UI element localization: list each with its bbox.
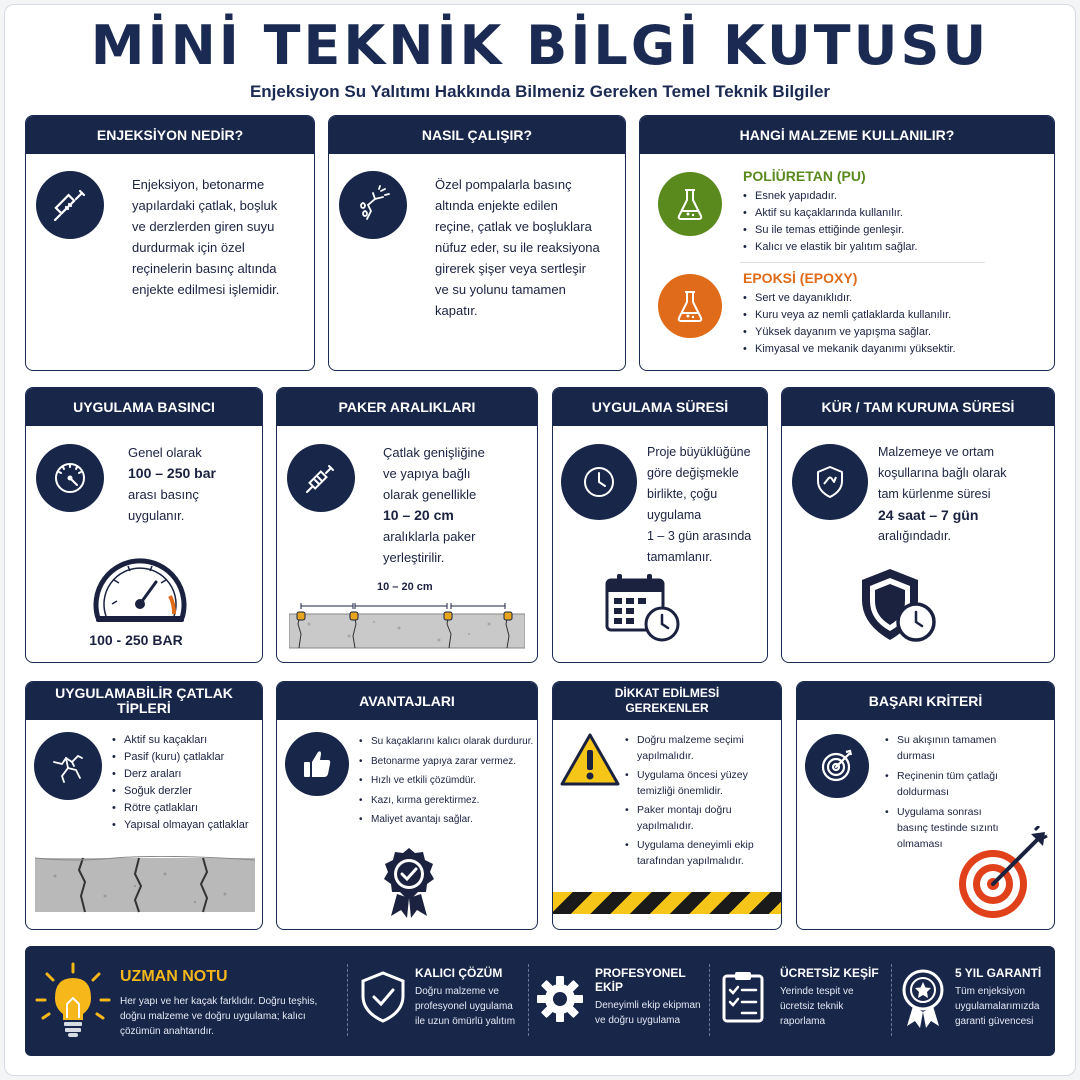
packer-value: 10 – 20 cm — [383, 507, 454, 523]
epoxy-list — [743, 290, 1048, 358]
gauge-icon — [36, 444, 104, 512]
card-title: HANGİ MALZEME KULLANILIR? — [640, 116, 1054, 154]
list-item: • Hızlı ve etkili çözümdür. — [359, 771, 537, 791]
list-item: • Yapısal olmayan çatlaklar — [112, 817, 262, 834]
thumbs-up-icon — [285, 732, 349, 796]
list-item: • Kalıcı ve elastik bir yalıtım sağlar. — [743, 239, 1043, 256]
syringe-icon — [36, 171, 104, 239]
pressure-value: 100 – 250 bar — [128, 465, 216, 481]
gauge-label: 100 - 250 BAR — [89, 632, 183, 648]
caution-list — [625, 732, 775, 869]
divider — [740, 262, 985, 263]
list-item: • Betonarme yapıya zarar vermez. — [359, 752, 537, 772]
footer-survey: ÜCRETSİZ KEŞİF Yerinde tespit ve ücretsiz teknik raporlama — [780, 966, 879, 1027]
list-item: • Kazı, kırma gerektirmez. — [359, 791, 537, 811]
card-cure-time — [781, 387, 1055, 663]
flask-green-icon — [658, 172, 722, 236]
card-crack-types — [25, 681, 263, 930]
shield-check-icon — [359, 970, 407, 1024]
card-title: NASIL ÇALIŞIR? — [329, 116, 625, 154]
list-item: • Uygulama öncesi yüzey temizliği önemlidir. — [625, 767, 775, 799]
list-item: • Paker montajı doğru yapılmalıdır. — [625, 802, 775, 834]
packer-text: Çatlak genişliğine ve yapıya bağlı olarak genellikle 10 – 20 cm aralıklarla paker yerleştirilir. — [383, 442, 533, 568]
warning-icon — [559, 732, 621, 788]
list-item: • Doğru malzeme seçimi yapılmalıdır. — [625, 732, 775, 764]
epoxy-title: EPOKSİ (EPOXY) — [743, 270, 858, 286]
footer-warranty: 5 YIL GARANTİ Tüm enjeksiyon uygulamalarımızda garanti güvencesi — [955, 966, 1042, 1027]
crack-water-icon — [339, 171, 407, 239]
card-materials — [639, 115, 1055, 371]
list-item: • Kuru veya az nemli çatlaklarda kullanılır. — [743, 307, 1048, 324]
duration-text: Proje büyüklüğüne göre değişmekle birlikte, çoğu uygulama 1 – 3 gün arasında tamamlanır. — [647, 445, 752, 564]
list-item: • Su akışının tamamen durması — [885, 732, 1015, 764]
bullseye-arrow-icon — [955, 826, 1051, 922]
page-title: MİNİ TEKNİK BİLGİ KUTUSU — [90, 14, 990, 77]
clipboard-check-icon — [721, 970, 765, 1024]
list-item: • Uygulama sonrası basınç testinde sızıntı olmaması — [885, 804, 1015, 852]
card-title: DİKKAT EDİLMESİ GEREKENLER — [553, 682, 781, 720]
card-success-criteria — [796, 681, 1055, 930]
footer-bar — [25, 946, 1055, 1056]
shield-icon — [792, 444, 868, 520]
what-text: Enjeksiyon, betonarme yapılardaki çatlak, boşluk ve derzlerden giren suyu durdurmak için özel reçinelerin basınç altında enjekte edilmesi işlemidir. — [132, 177, 280, 297]
list-item: • Rötre çatlakları — [112, 800, 262, 817]
list-item: • Su kaçaklarını kalıcı olarak durdurur. — [359, 732, 537, 752]
expert-note-title: UZMAN NOTU — [120, 968, 228, 985]
footer-divider — [347, 964, 348, 1036]
card-packer-spacing — [276, 387, 538, 663]
cure-text: Malzemeye ve ortam koşullarına bağlı olarak tam kürlenme süresi 24 saat – 7 gün aralığındadır. — [878, 442, 1053, 547]
advantages-list — [359, 732, 537, 830]
card-title: UYGULAMA SÜRESİ — [553, 388, 767, 426]
expert-note — [120, 968, 340, 1038]
card-title: ENJEKSİYON NEDİR? — [26, 116, 314, 154]
card-advantages — [276, 681, 538, 930]
lightbulb-icon — [33, 960, 113, 1040]
footer-permanent: KALICI ÇÖZÜM Doğru malzeme ve profesyonel uygulama ile uzun ömürlü yalıtım — [415, 966, 516, 1027]
list-item: • Pasif (kuru) çatlaklar — [112, 749, 262, 766]
how-text: Özel pompalarla basınç altında enjekte edilen reçine, çatlak ve boşluklara nüfuz eder, su ile reaksiyona girerek şişer veya sertleşir ve su yolunu tamamen kapatır. — [435, 177, 600, 318]
hazard-stripe — [553, 892, 781, 914]
cracked-concrete-illustration — [35, 856, 255, 914]
list-item: • Reçinenin tüm çatlağı doldurması — [885, 768, 1015, 800]
list-item: • Aktif su kaçakları — [112, 732, 262, 749]
list-item: • Derz araları — [112, 766, 262, 783]
target-icon — [805, 734, 869, 798]
crack-types-list — [112, 732, 262, 834]
list-item: • Aktif su kaçaklarında kullanılır. — [743, 205, 1043, 222]
quality-badge-icon — [377, 846, 441, 918]
flask-orange-icon — [658, 274, 722, 338]
list-item: • Su ile temas ettiğinde genleşir. — [743, 222, 1043, 239]
card-title: AVANTAJLARI — [277, 682, 537, 720]
footer-team: PROFESYONEL EKİP Deneyimli ekip ekipman ve doğru uygulama — [595, 966, 701, 1026]
card-what-is-injection — [25, 115, 315, 371]
footer-divider — [891, 964, 892, 1036]
list-item: • Esnek yapıdadır. — [743, 188, 1043, 205]
footer-divider — [528, 964, 529, 1036]
award-ribbon-icon — [897, 968, 949, 1028]
footer-divider — [709, 964, 710, 1036]
pressure-gauge-illustration — [90, 546, 190, 626]
card-title: UYGULAMA BASINCI — [26, 388, 262, 426]
list-item: • Maliyet avantajı sağlar. — [359, 810, 537, 830]
packer-icon — [287, 444, 355, 512]
page-subtitle: Enjeksiyon Su Yalıtımı Hakkında Bilmeniz Gereken Temel Teknik Bilgiler — [249, 82, 831, 101]
gear-icon — [535, 974, 585, 1024]
card-title: BAŞARI KRİTERİ — [797, 682, 1054, 720]
list-item: • Kimyasal ve mekanik dayanımı yüksektir. — [743, 341, 1048, 358]
clock-icon — [561, 444, 637, 520]
packer-diagram — [289, 594, 525, 652]
card-caution — [552, 681, 782, 930]
card-title: UYGULAMABİLİR ÇATLAK TİPLERİ — [26, 682, 262, 720]
shield-clock-icon — [858, 566, 940, 646]
list-item: • Uygulama deneyimli ekip tarafından yapılmalıdır. — [625, 837, 775, 869]
list-item: • Sert ve dayanıklıdır. — [743, 290, 1048, 307]
card-how-it-works — [328, 115, 626, 371]
list-item: • Soğuk derzler — [112, 783, 262, 800]
card-title: KÜR / TAM KURUMA SÜRESİ — [782, 388, 1054, 426]
card-title: PAKER ARALIKLARI — [277, 388, 537, 426]
pressure-text: Genel olarak 100 – 250 bar arası basınç uygulanır. — [128, 442, 258, 526]
crack-icon — [34, 732, 102, 800]
list-item: • Yüksek dayanım ve yapışma sağlar. — [743, 324, 1048, 341]
calendar-clock-icon — [605, 572, 681, 644]
pu-title: POLİÜRETAN (PU) — [743, 168, 866, 184]
pu-list — [743, 188, 1043, 256]
expert-note-text: Her yapı ve her kaçak farklıdır. Doğru teşhis, doğru malzeme ve doğru uygulama; kalıcı çözümün anahtarıdır. — [120, 996, 318, 1037]
cure-value: 24 saat – 7 gün — [878, 507, 979, 523]
card-pressure — [25, 387, 263, 663]
diagram-label: 10 – 20 cm — [377, 581, 433, 593]
card-application-duration — [552, 387, 768, 663]
